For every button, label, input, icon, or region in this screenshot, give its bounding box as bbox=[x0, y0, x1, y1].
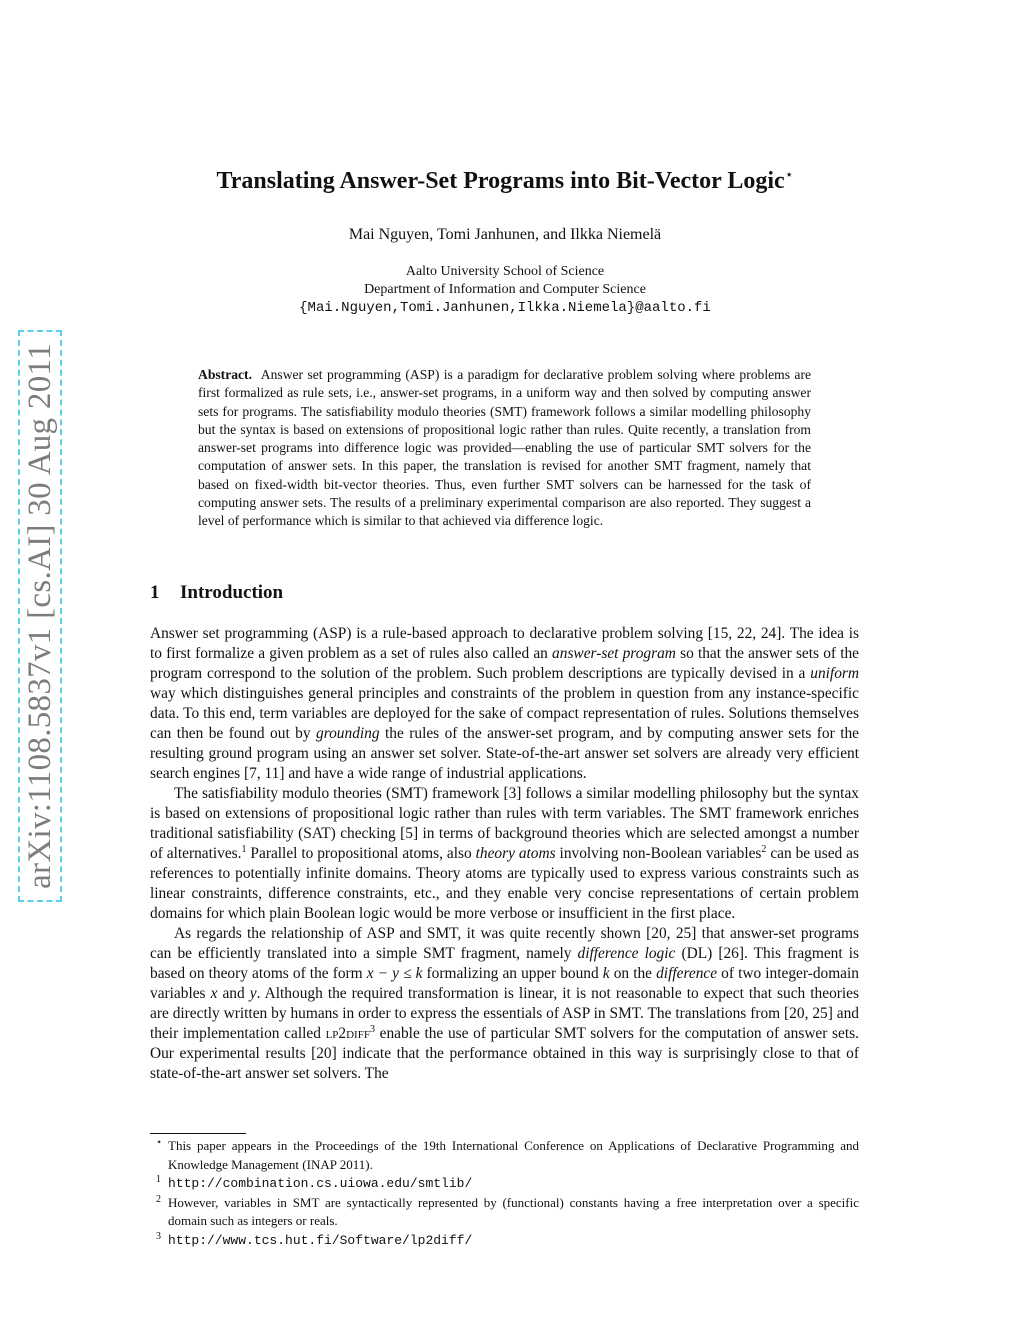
abstract bbox=[198, 366, 811, 531]
author-list: Mai Nguyen, Tomi Janhunen, and Ilkka Niemelä bbox=[348, 226, 662, 243]
math-formula: x − y ≤ k bbox=[366, 965, 423, 982]
footnote-2: 2 However, variables in SMT are syntactically represented by (functional) constants having a free interpretation over a specific domain such as integers or reals. bbox=[156, 1193, 859, 1228]
affiliation-department: Department of Information and Computer Science bbox=[364, 282, 646, 297]
footnote-link-lp2diff[interactable]: http://www.tcs.hut.fi/Software/lp2diff/ bbox=[168, 1232, 473, 1248]
footnotes bbox=[150, 1137, 859, 1250]
footnote-star: ⋆ This paper appears in the Proceedings of the 19th International Conference on Applications of Declarative Programming and Knowledge Management (INAP 2011). bbox=[156, 1137, 859, 1172]
paragraph-2: The satisfiability modulo theories (SMT) framework [3] follows a similar modelling philosophy but the syntax is based on extensions of propositional logic rather than rules with term variables. The SMT framework enriches traditional satisfiability (SAT) checking [5] in terms of background theories which are selected amongst a number of alternatives.$^1$ Parallel to propositional atoms, also theory atoms involving non-Boolean variables$^2$ can be used as references to potentially infinite domains. Theory atoms are typically used to express various constraints such as linear constraints, difference constraints, etc., and they enable very concise representations of certain problem domains for which plain Boolean logic would be more verbose or insufficient in the first place. bbox=[150, 785, 859, 922]
affiliation-university: Aalto University School of Science bbox=[405, 264, 605, 279]
paper-title: Translating Answer-Set Programs into Bit-Vector Logic⋆ bbox=[216, 168, 794, 194]
footnote-3: 3 http://www.tcs.hut.fi/Software/lp2diff/ bbox=[156, 1230, 473, 1248]
paragraph-1: Answer set programming (ASP) is a rule-based approach to declarative problem solving [15, 22, 24]. The idea is to first formalize a given problem as a set of rules also called an answer-set program so that the answer sets of the program correspond to the solution of the problem. Such problem descriptions are typically devised in a uniform way which distinguishes general principles and constraints of the problem in question from any instance-specific data. To this end, term variables are deployed for the sake of compact representation of rules. Solutions themselves can then be found out by grounding the rules of the answer-set program, and by computing answer sets for the resulting ground program using an answer set solver. State-of-the-art answer set solvers are already very efficient search engines [7, 11] and have a wide range of industrial applications. bbox=[150, 625, 859, 782]
footnote-divider bbox=[150, 1133, 246, 1134]
title-footnote-mark: ⋆ bbox=[784, 168, 794, 183]
abstract-label: Abstract. bbox=[198, 367, 252, 382]
footnote-1: 1 http://combination.cs.uiowa.edu/smtlib/ bbox=[156, 1174, 473, 1191]
author-emails[interactable]: {Mai.Nguyen,Tomi.Janhunen,Ilkka.Niemela}@aalto.fi bbox=[299, 300, 711, 316]
section-number: 1 bbox=[150, 582, 160, 603]
body-text bbox=[150, 624, 859, 1084]
arxiv-identifier[interactable]: arXiv:1108.5837v1 [cs.AI] 30 Aug 2011 bbox=[22, 343, 58, 889]
affiliation-block bbox=[150, 263, 860, 317]
section-title: Introduction bbox=[180, 582, 284, 603]
footnote-ref-1[interactable]: 1 bbox=[241, 843, 247, 855]
section-heading bbox=[150, 582, 283, 604]
footnote-ref-2[interactable]: 2 bbox=[761, 843, 767, 855]
footnote-ref-3[interactable]: 3 bbox=[369, 1023, 375, 1035]
tool-name: lp2diff bbox=[325, 1025, 370, 1042]
abstract-text: Answer set programming (ASP) is a paradigm for declarative problem solving where problems are first formalized as rule sets, i.e., answer-set programs, in a uniform way and then solved by computing answer sets for programs. The satisfiability modulo theories (SMT) framework follows a similar modelling philosophy but the syntax is based on extensions of propositional logic rather than rules. Quite recently, a translation from answer-set programs into difference logic was provided—enabling the use of particular SMT solvers for the computation of answer sets. In this paper, the translation is revised for another SMT fragment, namely that based on fixed-width bit-vector theories. Thus, even further SMT solvers can be harnessed for the task of computing answer sets. The results of a preliminary experimental comparison are also reported. They suggest a level of performance which is similar to that achieved via difference logic. bbox=[198, 367, 812, 529]
footnote-link-smtlib[interactable]: http://combination.cs.uiowa.edu/smtlib/ bbox=[168, 1176, 473, 1191]
paragraph-3: As regards the relationship of ASP and SMT, it was quite recently shown [20, 25] that answer-set programs can be efficiently translated into a simple SMT fragment, namely difference logic (DL) [26]. This fragment is based on theory atoms of the form x − y ≤ k formalizing an upper bound k on the difference of two integer-domain variables x and y. Although the required transformation is linear, it is not reasonable to expect that such theories are directly written by humans in order to express the essentials of ASP in SMT. The translations from [20, 25] and their implementation called lp2diff$^3$ enable the use of particular SMT solvers for the computation of answer sets. Our experimental results [20] indicate that the performance obtained in this way is surprisingly close to that of state-of-the-art answer set solvers. The bbox=[150, 925, 859, 1082]
